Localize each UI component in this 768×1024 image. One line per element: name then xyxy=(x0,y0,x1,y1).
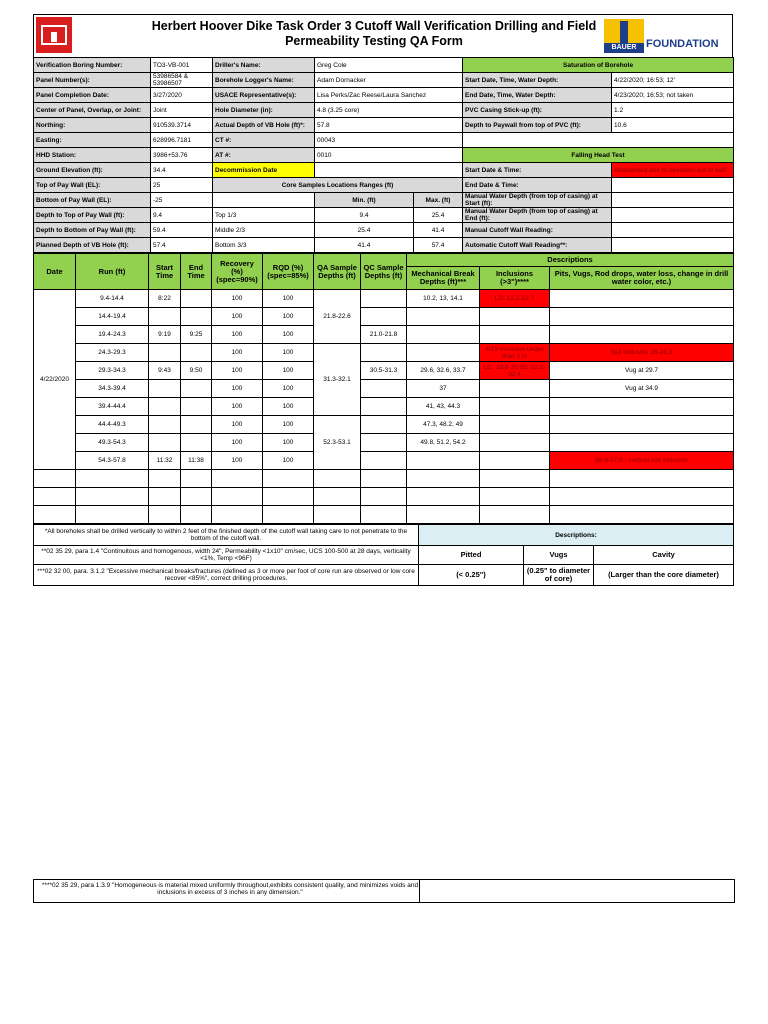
mech-breaks xyxy=(407,326,480,344)
core-header: Core Samples Locations Ranges (ft) xyxy=(213,178,463,193)
col-qc: QC Sample Depths (ft) xyxy=(361,254,407,290)
blank-cell xyxy=(34,488,76,506)
run-recovery: 100 xyxy=(212,380,263,398)
col-qa: QA Sample Depths (ft) xyxy=(314,254,361,290)
bauer-foundation-logo: BAUER FOUNDATION xyxy=(600,19,730,53)
manual-start xyxy=(612,193,734,208)
note-4: ****02 35 29, para 1.3.9 "Homogeneous is material mixed uniformly throughout,exhibits consistent quality, and minimizes voids and inclusions in excess of 3 inches in any dimension." xyxy=(41,882,419,896)
blank-cell xyxy=(361,506,407,524)
mid23-label: Middle 2/3 xyxy=(213,223,315,238)
table-row xyxy=(34,470,734,488)
mech-breaks: 47.3, 48.2, 49 xyxy=(407,416,480,434)
blank-cell xyxy=(263,470,314,488)
run-start: 8:22 xyxy=(149,290,181,308)
end-dtw: 4/23/2020; 16:53; not taken xyxy=(612,88,734,103)
at: 0010 xyxy=(315,148,463,163)
legend-pitted: Pitted xyxy=(419,546,524,565)
max-label: Max. (ft) xyxy=(414,193,463,208)
depth-top: 9.4 xyxy=(151,208,213,223)
run-end: 9:50 xyxy=(181,362,212,380)
col-pits: Pits, Vugs, Rod drops, water loss, change in drill water color, etc.) xyxy=(550,267,734,290)
panel-numbers: 53986584 & 53986507 xyxy=(151,73,213,88)
inclusions xyxy=(480,452,550,470)
ct-label: CT #: xyxy=(213,133,315,148)
run-end xyxy=(181,290,212,308)
planned: 57.4 xyxy=(151,238,213,253)
run-rqd: 100 xyxy=(263,308,314,326)
northing-label: Northing: xyxy=(34,118,151,133)
run-range: 29.3-34.3 xyxy=(76,362,149,380)
runs-table xyxy=(33,253,734,524)
end-dt xyxy=(612,178,734,193)
blank-cell xyxy=(407,506,480,524)
top13-min: 9.4 xyxy=(315,208,414,223)
northing: 910539.3714 xyxy=(151,118,213,133)
blank-cell xyxy=(181,470,212,488)
run-range: 34.3-39.4 xyxy=(76,380,149,398)
run-start xyxy=(149,344,181,362)
blank-cell xyxy=(76,488,149,506)
manual-end-label: Manual Water Depth (from top of casing) at End (ft): xyxy=(463,208,612,223)
blank-cell xyxy=(34,470,76,488)
run-start: 11:32 xyxy=(149,452,181,470)
run-recovery: 100 xyxy=(212,452,263,470)
run-start xyxy=(149,398,181,416)
pvc: 1.2 xyxy=(612,103,734,118)
info-table xyxy=(33,57,734,253)
inclusions xyxy=(480,380,550,398)
start-dt-label: Start Date & Time: xyxy=(463,163,612,178)
mech-breaks: 29.6, 32.6, 33.7 xyxy=(407,362,480,380)
run-rqd: 100 xyxy=(263,344,314,362)
actual-depth: 57.8 xyxy=(315,118,463,133)
run-end xyxy=(181,344,212,362)
mech-breaks: 37 xyxy=(407,380,480,398)
col-mech: Mechanical Break Depths (ft)*** xyxy=(407,267,480,290)
run-end: 11:38 xyxy=(181,452,212,470)
blank-cell xyxy=(407,488,480,506)
easting: 628996.7181 xyxy=(151,133,213,148)
start-dtw-label: Start Date, Time, Water Depth: xyxy=(463,73,612,88)
blank-cell xyxy=(550,488,734,506)
auto-cutoff-label: Automatic Cutoff Wall Reading**: xyxy=(463,238,612,253)
run-end xyxy=(181,380,212,398)
blank-cell xyxy=(314,506,361,524)
logger-label: Borehole Logger's Name: xyxy=(213,73,315,88)
blank-cell xyxy=(34,506,76,524)
run-rqd: 100 xyxy=(263,290,314,308)
table-row xyxy=(34,452,734,470)
table-row xyxy=(34,326,734,344)
auto-cutoff xyxy=(612,238,734,253)
run-start xyxy=(149,308,181,326)
blank-cell xyxy=(263,506,314,524)
pits-vugs xyxy=(550,326,734,344)
note-2: **02 35 29, para 1.4 "Continuitous and homogenous, width 24", Permeability <1x10" cm/sec, UCS 100-500 at 28 days, verticality <1%, Temp <96F) xyxy=(34,546,419,565)
legend-cavity: Cavity xyxy=(594,546,734,565)
table-row xyxy=(34,416,734,434)
table-row xyxy=(34,506,734,524)
blank-cell xyxy=(76,506,149,524)
qc-sample xyxy=(361,416,407,434)
inclusions: LC: 29.8-30.05; 32.2-32.4 xyxy=(480,362,550,380)
usace-label: USACE Representative(s): xyxy=(213,88,315,103)
falling-head-header: Falling Head Test xyxy=(463,148,734,163)
run-start: 9:43 xyxy=(149,362,181,380)
table-row xyxy=(34,344,734,362)
run-date: 4/22/2020 xyxy=(34,290,76,470)
legend-vugs: Vugs xyxy=(524,546,594,565)
blank-cell xyxy=(361,488,407,506)
col-run: Run (ft) xyxy=(76,254,149,290)
planned-label: Planned Depth of VB Hole (ft): xyxy=(34,238,151,253)
table-row xyxy=(34,434,734,452)
blank-cell xyxy=(314,488,361,506)
bottom-pay: -25 xyxy=(151,193,213,208)
pits-vugs xyxy=(550,416,734,434)
col-incl: Inclusions (>3")**** xyxy=(480,267,550,290)
mech-breaks xyxy=(407,308,480,326)
bottom-pay-label: Bottom of Pay Wall (EL): xyxy=(34,193,151,208)
run-range: 39.4-44.4 xyxy=(76,398,149,416)
inclusions: 4/15 inclusion larger than 3 in xyxy=(480,344,550,362)
ground: 34.4 xyxy=(151,163,213,178)
bot33-min: 41.4 xyxy=(315,238,414,253)
table-row xyxy=(34,290,734,308)
blank-cell xyxy=(480,506,550,524)
col-start: Start Time xyxy=(149,254,181,290)
blank-cell xyxy=(212,506,263,524)
top13-label: Top 1/3 xyxy=(213,208,315,223)
run-recovery: 100 xyxy=(212,290,263,308)
ct: 00043 xyxy=(315,133,463,148)
blank-cell xyxy=(149,506,181,524)
qc-sample: 21.0-21.8 xyxy=(361,326,407,344)
mid23-max: 41.4 xyxy=(414,223,463,238)
top-pay: 25 xyxy=(151,178,213,193)
run-rqd: 100 xyxy=(263,398,314,416)
mech-breaks: 49.8, 51.2, 54.2 xyxy=(407,434,480,452)
mech-breaks: 41, 43, 44.3 xyxy=(407,398,480,416)
run-recovery: 100 xyxy=(212,344,263,362)
driller: Greg Cole xyxy=(315,58,463,73)
qc-sample: 30.5-31.3 xyxy=(361,362,407,380)
easting-label: Easting: xyxy=(34,133,151,148)
blank-cell xyxy=(263,488,314,506)
qc-sample xyxy=(361,434,407,452)
panel-completion: 3/27/2020 xyxy=(151,88,213,103)
note-3: ***02 32 00, para. 3.1.2 "Excessive mechanical breaks/fractures (defined as 3 or more per foot of core run are observed or low core recover <85%", correct drilling procedures. xyxy=(34,565,419,586)
table-row xyxy=(34,398,734,416)
col-descriptions: Descriptions xyxy=(407,254,734,267)
blank-cell xyxy=(550,470,734,488)
panel-completion-label: Panel Completion Date: xyxy=(34,88,151,103)
inclusions xyxy=(480,308,550,326)
table-row xyxy=(34,308,734,326)
blank-cell xyxy=(480,470,550,488)
legend-cavity-def: (Larger than the core diameter) xyxy=(594,565,734,586)
pvc-label: PVC Casing Stick-up (ft): xyxy=(463,103,612,118)
pits-vugs: Vug at 29.7 xyxy=(550,362,734,380)
qa-sample: 21.8-22.6 xyxy=(314,290,361,344)
blank-cell xyxy=(181,488,212,506)
inclusions xyxy=(480,416,550,434)
desc-legend-header: Descriptions: xyxy=(419,525,734,546)
qc-sample xyxy=(361,308,407,326)
hole-diam-label: Hole Diameter (in): xyxy=(213,103,315,118)
run-range: 49.3-54.3 xyxy=(76,434,149,452)
pits-vugs xyxy=(550,398,734,416)
blank-cell xyxy=(149,470,181,488)
run-start: 9:19 xyxy=(149,326,181,344)
bot33-label: Bottom 3/3 xyxy=(213,238,315,253)
table-row xyxy=(34,380,734,398)
run-rqd: 100 xyxy=(263,362,314,380)
table-row xyxy=(34,362,734,380)
form-title: Herbert Hoover Dike Task Order 3 Cutoff Wall Verification Drilling and Field Permeability Testing QA Form xyxy=(151,19,597,48)
run-recovery: 100 xyxy=(212,308,263,326)
min-label: Min. (ft) xyxy=(315,193,414,208)
run-range: 19.4-24.3 xyxy=(76,326,149,344)
blank-cell xyxy=(213,193,315,208)
form-header xyxy=(33,14,733,57)
blank-cell xyxy=(212,470,263,488)
blank-cell xyxy=(480,488,550,506)
run-recovery: 100 xyxy=(212,362,263,380)
run-range: 54.3-57.8 xyxy=(76,452,149,470)
driller-label: Driller's Name: xyxy=(213,58,315,73)
end-dt-label: End Date & Time: xyxy=(463,178,612,193)
footnote-divider xyxy=(419,880,420,902)
inclusions xyxy=(480,326,550,344)
blank-cell xyxy=(212,488,263,506)
inclusions xyxy=(480,398,550,416)
hole-diam: 4.8 (3.25 core) xyxy=(315,103,463,118)
at-label: AT #: xyxy=(213,148,315,163)
run-range: 44.4-49.3 xyxy=(76,416,149,434)
mech-breaks xyxy=(407,344,480,362)
pits-vugs: Vug at 34.9 xyxy=(550,380,734,398)
run-end: 9:25 xyxy=(181,326,212,344)
col-recovery: Recovery (%) (spec=90%) xyxy=(212,254,263,290)
run-recovery: 100 xyxy=(212,434,263,452)
vb-number-label: Verification Boring Number: xyxy=(34,58,151,73)
logger: Adam Dornacker xyxy=(315,73,463,88)
run-end xyxy=(181,398,212,416)
inclusions: LD: 12.2-12.7 xyxy=(480,290,550,308)
mech-breaks: 10.2, 13, 14.1 xyxy=(407,290,480,308)
usace-castle-logo xyxy=(36,17,72,53)
run-rqd: 100 xyxy=(263,380,314,398)
note-1: *All boreholes shall be drilled vertically to within 2 feet of the finished depth of the cutoff wall taking care to not penetrate to the bottom of the cutoff wall. xyxy=(34,525,419,546)
blank-cell xyxy=(550,506,734,524)
manual-cutoff-label: Manual Cutoff Wall Reading: xyxy=(463,223,612,238)
depth-bottom-label: Depth to Bottom of Pay Wall (ft): xyxy=(34,223,151,238)
top13-max: 25.4 xyxy=(414,208,463,223)
run-rqd: 100 xyxy=(263,434,314,452)
run-end xyxy=(181,434,212,452)
notes-table xyxy=(33,524,734,586)
run-recovery: 100 xyxy=(212,326,263,344)
col-rqd: RQD (%) (spec=85%) xyxy=(263,254,314,290)
ground-label: Ground Elevation (ft): xyxy=(34,163,151,178)
qc-sample xyxy=(361,452,407,470)
blank-cell xyxy=(314,470,361,488)
center-label: Center of Panel, Overlap, or Joint: xyxy=(34,103,151,118)
col-date: Date xyxy=(34,254,76,290)
table-row xyxy=(34,488,734,506)
legend-vugs-def: (0.25" to diameter of core) xyxy=(524,565,594,586)
qa-sample: 52.3-53.1 xyxy=(314,416,361,470)
qa-form xyxy=(33,14,733,586)
depth-paywall-label: Depth to Paywall from top of PVC (ft): xyxy=(463,118,612,133)
usace: Lisa Perks/Zac Reese/Laura Sanchez xyxy=(315,88,463,103)
run-recovery: 100 xyxy=(212,416,263,434)
mid23-min: 25.4 xyxy=(315,223,414,238)
blank-cell xyxy=(361,470,407,488)
end-dtw-label: End Date, Time, Water Depth: xyxy=(463,88,612,103)
col-end: End Time xyxy=(181,254,212,290)
blank-cell xyxy=(76,470,149,488)
qc-sample xyxy=(361,398,407,416)
mech-breaks xyxy=(407,452,480,470)
qa-sample: 31.3-32.1 xyxy=(314,344,361,416)
qc-sample xyxy=(361,344,407,362)
run-rqd: 100 xyxy=(263,416,314,434)
legend-pitted-def: (< 0.25") xyxy=(419,565,524,586)
manual-start-label: Manual Water Depth (from top of casing) at Start (ft): xyxy=(463,193,612,208)
run-start xyxy=(149,380,181,398)
run-end xyxy=(181,308,212,326)
vb-number: TO3-VB-001 xyxy=(151,58,213,73)
pits-vugs: Soil inclusion 28-28.3 xyxy=(550,344,734,362)
center: Joint xyxy=(151,103,213,118)
pits-vugs xyxy=(550,434,734,452)
panel-numbers-label: Panel Number(s): xyxy=(34,73,151,88)
hhd-label: HHD Station: xyxy=(34,148,151,163)
manual-end xyxy=(612,208,734,223)
pits-vugs xyxy=(550,308,734,326)
decommission-label: Decommission Date xyxy=(213,163,315,178)
run-end xyxy=(181,416,212,434)
blank-cell xyxy=(181,506,212,524)
actual-depth-label: Actual Depth of VB Hole (ft)*: xyxy=(213,118,315,133)
blank-cell xyxy=(463,133,734,148)
inclusions xyxy=(480,434,550,452)
top-pay-label: Top of Pay Wall (EL): xyxy=(34,178,151,193)
decommission-date xyxy=(315,163,463,178)
run-start xyxy=(149,434,181,452)
run-start xyxy=(149,416,181,434)
run-range: 14.4-19.4 xyxy=(76,308,149,326)
blank-cell xyxy=(149,488,181,506)
depth-paywall: 10.6 xyxy=(612,118,734,133)
run-rqd: 100 xyxy=(263,326,314,344)
start-dtw: 4/22/2020; 16:53; 12' xyxy=(612,73,734,88)
bot33-max: 57.4 xyxy=(414,238,463,253)
footnote-box xyxy=(33,879,735,903)
run-range: 24.3-29.3 xyxy=(76,344,149,362)
run-rqd: 100 xyxy=(263,452,314,470)
pits-vugs: 56.8-57.8 - vertical soil inclusion xyxy=(550,452,734,470)
hhd: 3986+53.76 xyxy=(151,148,213,163)
qc-sample xyxy=(361,380,407,398)
run-range: 9.4-14.4 xyxy=(76,290,149,308)
qc-sample xyxy=(361,290,407,308)
run-recovery: 100 xyxy=(212,398,263,416)
depth-top-label: Depth to Top of Pay Wall (ft): xyxy=(34,208,151,223)
pits-vugs xyxy=(550,290,734,308)
manual-cutoff xyxy=(612,223,734,238)
start-dt: Abandoned due to deviation out of wall xyxy=(612,163,734,178)
depth-bottom: 59.4 xyxy=(151,223,213,238)
saturation-header: Saturation of Borehole xyxy=(463,58,734,73)
blank-cell xyxy=(407,470,480,488)
